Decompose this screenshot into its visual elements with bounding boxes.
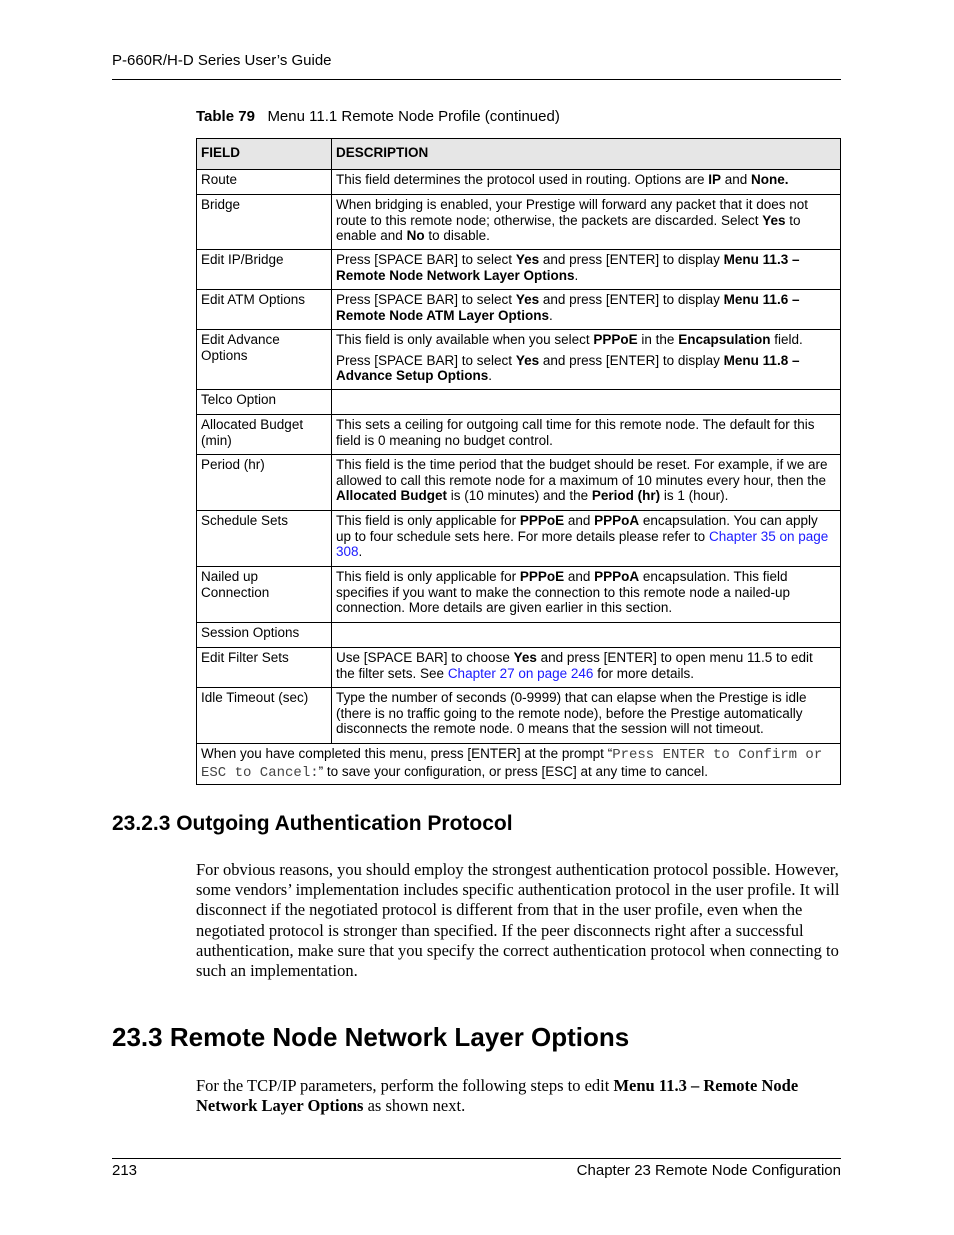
table-caption: [196, 108, 560, 125]
field-cell: Idle Timeout (sec): [197, 688, 332, 744]
table-row: [197, 390, 841, 415]
field-cell: Session Options: [197, 623, 332, 648]
description-cell: [332, 623, 841, 648]
page-number: 213: [112, 1162, 138, 1179]
field-description-table: [196, 138, 841, 785]
description-cell: This field is the time period that the budget should be reset. For example, if we are allowed to call this remote node for a maximum of 10 minutes every hour, then the Allocated Budget is (10 minutes) and the Period (hr) is 1 (hour).: [332, 455, 841, 511]
field-cell: Edit Filter Sets: [197, 648, 332, 688]
field-cell: Allocated Budget (min): [197, 415, 332, 455]
field-cell: Nailed up Connection: [197, 567, 332, 623]
table-row: [197, 415, 841, 455]
table-row: [197, 250, 841, 290]
column-header-description: DESCRIPTION: [332, 139, 841, 170]
table-footer-row: [197, 744, 841, 785]
header-rule: [112, 79, 841, 80]
section-body-233: For the TCP/IP parameters, perform the following steps to edit Menu 11.3 – Remote Node Network Layer Options as shown next.: [196, 1076, 799, 1116]
description-cell: Press [SPACE BAR] to select Yes and press [ENTER] to display Menu 11.6 – Remote Node ATM Layer Options.: [332, 290, 841, 330]
table-row: [197, 688, 841, 744]
description-cell: Press [SPACE BAR] to select Yes and press [ENTER] to display Menu 11.3 – Remote Node Network Layer Options.: [332, 250, 841, 290]
table-row: [197, 455, 841, 511]
field-cell: Edit IP/Bridge: [197, 250, 332, 290]
description-cell: Use [SPACE BAR] to choose Yes and press [ENTER] to open menu 11.5 to edit the filter sets. See Chapter 27 on page 246 for more details.: [332, 648, 841, 688]
description-cell: This field is only available when you select PPPoE in the Encapsulation field. Press [SPACE BAR] to select Yes and press [ENTER] to display Menu 11.8 – Advance Setup Options.: [332, 330, 841, 390]
table-row: [197, 330, 841, 390]
description-cell: This field is only applicable for PPPoE and PPPoA encapsulation. You can apply up to four schedule sets here. For more details please refer to Chapter 35 on page 308.: [332, 511, 841, 567]
section-heading-2323: 23.2.3 Outgoing Authentication Protocol: [112, 812, 513, 835]
description-cell: Type the number of seconds (0-9999) that can elapse when the Prestige is idle (there is no traffic going to the remote node), before the Prestige automatically disconnects the remote node. 0 means that the session will not timeout.: [332, 688, 841, 744]
field-cell: Edit Advance Options: [197, 330, 332, 390]
table-caption-text: Menu 11.1 Remote Node Profile (continued): [267, 108, 560, 125]
description-cell: [332, 390, 841, 415]
field-cell: Telco Option: [197, 390, 332, 415]
description-cell: This sets a ceiling for outgoing call time for this remote node. The default for this field is 0 meaning no budget control.: [332, 415, 841, 455]
field-cell: Bridge: [197, 195, 332, 250]
column-header-field: FIELD: [197, 139, 332, 170]
description-cell: When bridging is enabled, your Prestige will forward any packet that it does not route to this remote node; otherwise, the packets are discarded. Select Yes to enable and No to disable.: [332, 195, 841, 250]
section-body-2323: For obvious reasons, you should employ the strongest authentication protocol possible. However, some vendors’ implementation includes specific authentication protocol in the user profile. It will disconnect if the negotiated protocol is different from that in the user profile, even when the negotiated protocol is stronger than specified. If the peer disconnects right after a successful authentication, make sure that you specify the correct authentication protocol when connecting to such an implementation.: [196, 860, 840, 981]
chapter-link[interactable]: Chapter 35 on page 308: [336, 528, 829, 560]
field-cell: Route: [197, 170, 332, 195]
table-row: [197, 511, 841, 567]
prompt-code: Press ENTER to Confirm or ESC to Cancel:: [201, 747, 823, 781]
table-row: [197, 623, 841, 648]
section-heading-233: 23.3 Remote Node Network Layer Options: [112, 1022, 630, 1052]
description-cell: This field is only applicable for PPPoE and PPPoA encapsulation. This field specifies if you want to make the connection to this remote node a nailed-up connection. More details are given earlier in this section.: [332, 567, 841, 623]
field-cell: Period (hr): [197, 455, 332, 511]
table-row: [197, 648, 841, 688]
table-caption-label: Table 79: [196, 108, 255, 125]
field-cell: Schedule Sets: [197, 511, 332, 567]
chapter-link[interactable]: Chapter 27 on page 246: [447, 665, 594, 681]
description-cell: This field determines the protocol used in routing. Options are IP and None.: [332, 170, 841, 195]
table-footer-note: When you have completed this menu, press [ENTER] at the prompt “Press ENTER to Confirm or ESC to Cancel:” to save your configuration, or press [ESC] at any time to cancel.: [197, 744, 841, 785]
table-row: [197, 290, 841, 330]
footer-chapter-title: Chapter 23 Remote Node Configuration: [576, 1162, 841, 1179]
running-header: P-660R/H-D Series User’s Guide: [112, 52, 332, 69]
footer-rule: [112, 1158, 841, 1159]
table-row: [197, 170, 841, 195]
table-row: [197, 195, 841, 250]
field-cell: Edit ATM Options: [197, 290, 332, 330]
table-row: [197, 567, 841, 623]
table-header-row: [197, 139, 841, 170]
